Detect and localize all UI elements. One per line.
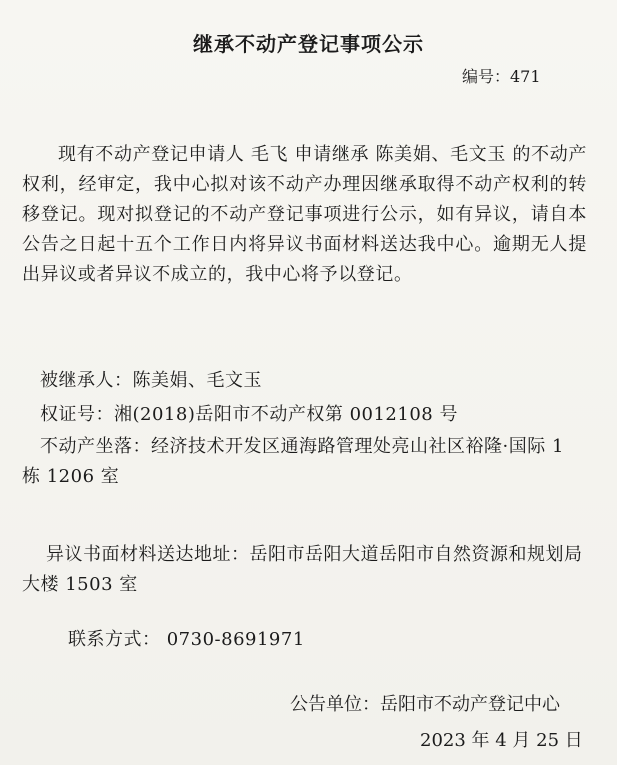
publish-date: 2023 年 4 月 25 日 [420,730,583,751]
decedent-line: 被继承人：陈美娟、毛文玉 [40,370,262,391]
contact-line: 联系方式： 0730-8691971 [68,629,305,650]
document-number: 编号：471 [462,67,541,86]
objection-address: 异议书面材料送达地址：岳阳市岳阳大道岳阳市自然资源和规划局大楼 1503 室 [22,544,583,595]
page-title: 继承不动产登记事项公示 [193,32,424,56]
certificate-number-line: 权证号：湘(2018)岳阳市不动产权第 0012108 号 [40,404,458,425]
publisher-line: 公告单位：岳阳市不动产登记中心 [290,694,560,715]
property-location: 不动产坐落：经济技术开发区通海路管理处亮山社区裕隆·国际 1 栋 1206 室 [22,436,564,487]
notice-body: 现有不动产登记申请人 毛飞 申请继承 陈美娟、毛文玉 的不动产权利，经审定，我中心拟对该不动产办理因继承取得不动产权利的转移登记。现对拟登记的不动产登记事项进行公示，如有异议，请自本公告之日起十五个工作日内将异议书面材料送达我中心。逾期无人提出异议或者异议不成立的，我中心将予以登记。 [22,144,587,285]
